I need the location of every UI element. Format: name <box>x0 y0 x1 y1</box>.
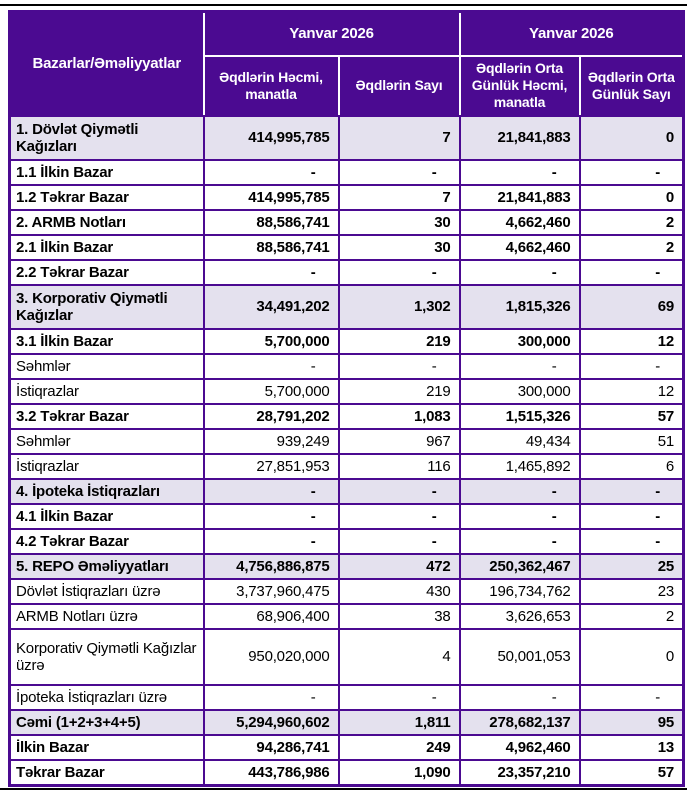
table-row <box>10 760 684 786</box>
row-label: 3.1 İlkin Bazar <box>10 329 204 354</box>
row-label: 4.2 Təkrar Bazar <box>10 529 204 554</box>
cell-volume: 88,586,741 <box>204 235 339 260</box>
cell-count: 1,811 <box>339 710 460 735</box>
cell-volume: 5,700,000 <box>204 379 339 404</box>
cell-count: 219 <box>339 329 460 354</box>
cell-count: 30 <box>339 210 460 235</box>
cell-volume: 68,906,400 <box>204 604 339 629</box>
cell-avg-daily-volume: 4,662,460 <box>460 235 580 260</box>
cell-avg-daily-count: - <box>580 529 684 554</box>
cell-avg-daily-volume: - <box>460 529 580 554</box>
cell-avg-daily-count: 13 <box>580 735 684 760</box>
cell-count: - <box>339 504 460 529</box>
table-row <box>10 160 684 185</box>
cell-avg-daily-count: 12 <box>580 379 684 404</box>
table-row <box>10 454 684 479</box>
cell-avg-daily-volume: - <box>460 354 580 379</box>
cell-avg-daily-volume: - <box>460 479 580 504</box>
table-row <box>10 685 684 710</box>
cell-count: 219 <box>339 379 460 404</box>
cell-volume: - <box>204 685 339 710</box>
cell-avg-daily-count: 2 <box>580 235 684 260</box>
cell-avg-daily-volume: 21,841,883 <box>460 116 580 160</box>
cell-volume: 94,286,741 <box>204 735 339 760</box>
cell-volume: - <box>204 504 339 529</box>
cell-count: 38 <box>339 604 460 629</box>
row-label: 5. REPO Əməliyyatları <box>10 554 204 579</box>
table-row <box>10 210 684 235</box>
cell-avg-daily-count: 23 <box>580 579 684 604</box>
cell-avg-daily-count: 2 <box>580 604 684 629</box>
row-label: 4.1 İlkin Bazar <box>10 504 204 529</box>
cell-count: 116 <box>339 454 460 479</box>
cell-volume: 4,756,886,875 <box>204 554 339 579</box>
cell-count: 4 <box>339 629 460 685</box>
cell-avg-daily-volume: 300,000 <box>460 379 580 404</box>
bottom-frame-line <box>0 788 687 790</box>
table-row <box>10 710 684 735</box>
cell-volume: 939,249 <box>204 429 339 454</box>
col-header-count: Əqdlərin Sayı <box>339 56 460 116</box>
row-label: 2.1 İlkin Bazar <box>10 235 204 260</box>
table-row <box>10 235 684 260</box>
table-row <box>10 379 684 404</box>
table-row <box>10 404 684 429</box>
cell-volume: - <box>204 260 339 285</box>
cell-avg-daily-count: - <box>580 685 684 710</box>
cell-avg-daily-count: 6 <box>580 454 684 479</box>
cell-volume: 443,786,986 <box>204 760 339 786</box>
cell-avg-daily-volume: 21,841,883 <box>460 185 580 210</box>
cell-avg-daily-volume: 1,465,892 <box>460 454 580 479</box>
top-frame-line <box>0 4 687 6</box>
row-label: 1.1 İlkin Bazar <box>10 160 204 185</box>
col-header-avg-daily-volume: Əqdlərin Orta Günlük Həcmi, manatla <box>460 56 580 116</box>
row-label: Təkrar Bazar <box>10 760 204 786</box>
cell-count: - <box>339 260 460 285</box>
table-row <box>10 185 684 210</box>
cell-count: 7 <box>339 116 460 160</box>
cell-volume: 88,586,741 <box>204 210 339 235</box>
table-row <box>10 260 684 285</box>
cell-volume: 28,791,202 <box>204 404 339 429</box>
cell-avg-daily-volume: 23,357,210 <box>460 760 580 786</box>
cell-avg-daily-count: 0 <box>580 116 684 160</box>
cell-avg-daily-count: - <box>580 354 684 379</box>
table-row <box>10 429 684 454</box>
table-row <box>10 529 684 554</box>
period-header-1: Yanvar 2026 <box>204 12 460 56</box>
table-body <box>10 116 684 786</box>
cell-volume: 414,995,785 <box>204 116 339 160</box>
cell-count: - <box>339 354 460 379</box>
cell-avg-daily-count: - <box>580 479 684 504</box>
cell-count: 249 <box>339 735 460 760</box>
cell-avg-daily-count: 57 <box>580 760 684 786</box>
cell-count: 967 <box>339 429 460 454</box>
cell-avg-daily-count: - <box>580 260 684 285</box>
cell-avg-daily-volume: - <box>460 160 580 185</box>
table-row <box>10 735 684 760</box>
table-row <box>10 285 684 329</box>
cell-avg-daily-volume: 1,815,326 <box>460 285 580 329</box>
row-label: 1.2 Təkrar Bazar <box>10 185 204 210</box>
cell-avg-daily-volume: 1,515,326 <box>460 404 580 429</box>
table-row <box>10 554 684 579</box>
row-label: Səhmlər <box>10 354 204 379</box>
cell-avg-daily-count: 2 <box>580 210 684 235</box>
cell-avg-daily-count: 0 <box>580 185 684 210</box>
corner-header: Bazarlar/Əməliyyatlar <box>10 12 204 116</box>
cell-avg-daily-count: 51 <box>580 429 684 454</box>
table-row <box>10 479 684 504</box>
row-label: Dövlət İstiqrazları üzrə <box>10 579 204 604</box>
cell-avg-daily-volume: 3,626,653 <box>460 604 580 629</box>
cell-avg-daily-count: - <box>580 160 684 185</box>
col-header-avg-daily-count: Əqdlərin Orta Günlük Sayı <box>580 56 684 116</box>
cell-count: - <box>339 160 460 185</box>
cell-volume: 27,851,953 <box>204 454 339 479</box>
cell-volume: 3,737,960,475 <box>204 579 339 604</box>
table-row <box>10 116 684 160</box>
cell-count: - <box>339 685 460 710</box>
cell-volume: - <box>204 354 339 379</box>
cell-avg-daily-count: 0 <box>580 629 684 685</box>
cell-avg-daily-count: 95 <box>580 710 684 735</box>
cell-avg-daily-volume: 250,362,467 <box>460 554 580 579</box>
cell-avg-daily-volume: 196,734,762 <box>460 579 580 604</box>
cell-count: 1,090 <box>339 760 460 786</box>
cell-count: 1,083 <box>339 404 460 429</box>
table-row <box>10 579 684 604</box>
cell-avg-daily-count: 25 <box>580 554 684 579</box>
row-label: İpoteka İstiqrazları üzrə <box>10 685 204 710</box>
table-row <box>10 629 684 685</box>
cell-avg-daily-count: - <box>580 504 684 529</box>
cell-volume: 5,700,000 <box>204 329 339 354</box>
cell-volume: 950,020,000 <box>204 629 339 685</box>
cell-avg-daily-volume: - <box>460 504 580 529</box>
table-header <box>10 12 684 116</box>
cell-avg-daily-volume: - <box>460 685 580 710</box>
header-group-row <box>10 12 684 56</box>
row-label: Korporativ Qiymətli Kağızlar üzrə <box>10 629 204 685</box>
row-label: 4. İpoteka İstiqrazları <box>10 479 204 504</box>
cell-avg-daily-volume: - <box>460 260 580 285</box>
row-label: İstiqrazlar <box>10 454 204 479</box>
cell-avg-daily-volume: 50,001,053 <box>460 629 580 685</box>
cell-avg-daily-count: 12 <box>580 329 684 354</box>
cell-avg-daily-volume: 278,682,137 <box>460 710 580 735</box>
col-header-volume: Əqdlərin Həcmi, manatla <box>204 56 339 116</box>
cell-volume: - <box>204 160 339 185</box>
table-row <box>10 354 684 379</box>
cell-count: - <box>339 529 460 554</box>
cell-volume: - <box>204 479 339 504</box>
cell-count: - <box>339 479 460 504</box>
row-label: 2. ARMB Notları <box>10 210 204 235</box>
row-label: Cəmi (1+2+3+4+5) <box>10 710 204 735</box>
securities-table <box>8 10 685 787</box>
table-row <box>10 604 684 629</box>
cell-avg-daily-volume: 4,962,460 <box>460 735 580 760</box>
cell-count: 1,302 <box>339 285 460 329</box>
row-label: İstiqrazlar <box>10 379 204 404</box>
cell-count: 472 <box>339 554 460 579</box>
cell-avg-daily-volume: 49,434 <box>460 429 580 454</box>
cell-count: 7 <box>339 185 460 210</box>
cell-volume: 414,995,785 <box>204 185 339 210</box>
cell-avg-daily-volume: 4,662,460 <box>460 210 580 235</box>
cell-volume: 5,294,960,602 <box>204 710 339 735</box>
cell-volume: 34,491,202 <box>204 285 339 329</box>
row-label: Səhmlər <box>10 429 204 454</box>
table-row <box>10 504 684 529</box>
row-label: 3. Korporativ Qiymətli Kağızlar <box>10 285 204 329</box>
table-row <box>10 329 684 354</box>
cell-avg-daily-count: 69 <box>580 285 684 329</box>
row-label: ARMB Notları üzrə <box>10 604 204 629</box>
cell-avg-daily-count: 57 <box>580 404 684 429</box>
row-label: 2.2 Təkrar Bazar <box>10 260 204 285</box>
cell-avg-daily-volume: 300,000 <box>460 329 580 354</box>
period-header-2: Yanvar 2026 <box>460 12 684 56</box>
cell-count: 30 <box>339 235 460 260</box>
row-label: 3.2 Təkrar Bazar <box>10 404 204 429</box>
cell-volume: - <box>204 529 339 554</box>
row-label: İlkin Bazar <box>10 735 204 760</box>
cell-count: 430 <box>339 579 460 604</box>
row-label: 1. Dövlət Qiymətli Kağızları <box>10 116 204 160</box>
table-wrap <box>8 10 684 787</box>
